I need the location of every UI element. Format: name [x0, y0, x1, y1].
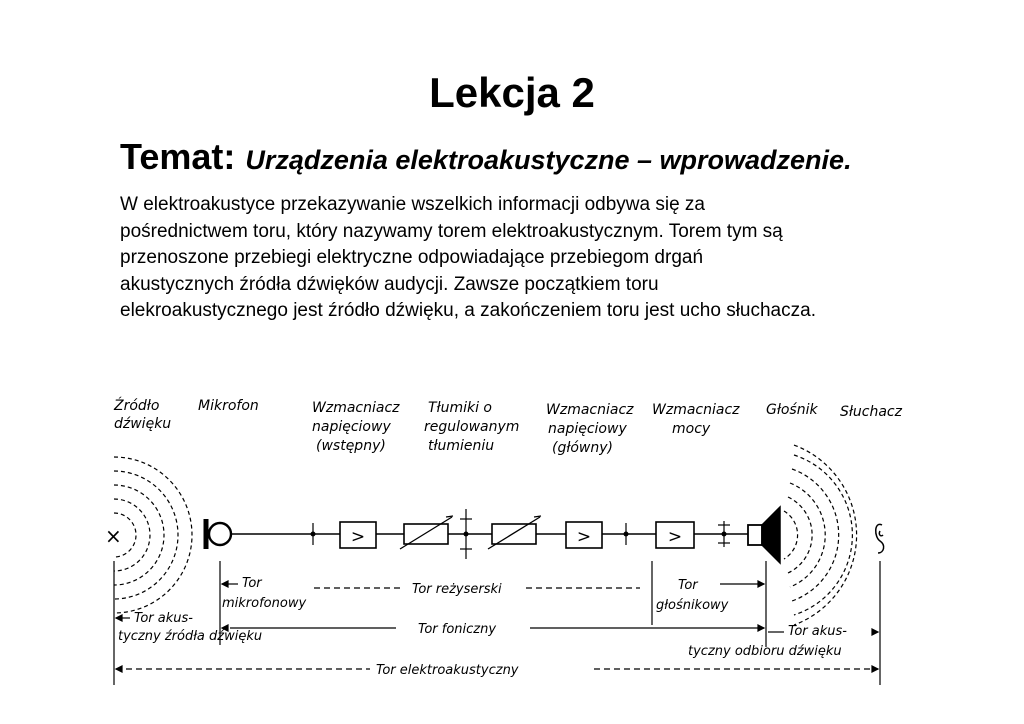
tor-rezyserski: Tor reżyserski: [412, 582, 502, 597]
source-icon: ×: [105, 524, 122, 548]
tor-mikrofonowy-2: mikrofonowy: [222, 596, 307, 611]
label-tlum-2: regulowanym: [424, 419, 520, 435]
tor-glosnikowy-1: Tor: [678, 578, 698, 593]
topic-text: Urządzenia elektroakustyczne – wprowadzenie.: [245, 145, 852, 175]
label-wzm-gl-3: (główny): [552, 440, 614, 456]
attenuator-2-box: [488, 516, 541, 549]
label-wzm-gl-2: napięciowy: [548, 421, 627, 437]
speaker-wave-arcs: [784, 445, 857, 625]
label-wzm-gl-1: Wzmacniacz: [546, 402, 634, 418]
topic-label: Temat:: [120, 136, 236, 177]
power-amplifier-box: [656, 522, 694, 548]
tor-mikrofonowy-1: Tor: [242, 576, 262, 591]
tor-ak-zrodla-2: tyczny źródła dźwięku: [118, 629, 263, 644]
preamplifier-box: [340, 522, 376, 548]
label-wzm-mocy-2: mocy: [672, 421, 711, 437]
attenuator-1-box: [400, 516, 453, 549]
page-title: Lekcja 2: [429, 69, 595, 116]
tor-ak-odbioru-2: tyczny odbioru dźwięku: [688, 644, 842, 659]
tor-ak-odbioru-1: Tor akus-: [788, 624, 847, 639]
preamplifier-symbol: >: [350, 527, 366, 547]
label-wzm-mocy-1: Wzmacniacz: [652, 402, 740, 418]
topic-line: [120, 136, 852, 178]
main-amplifier-symbol: >: [576, 527, 592, 547]
tor-foniczny: Tor foniczny: [418, 622, 497, 637]
loudspeaker-icon: [748, 507, 780, 563]
label-tlum-3: tłumieniu: [428, 438, 495, 454]
label-wzm-wst-1: Wzmacniacz: [312, 400, 400, 416]
power-amplifier-symbol: >: [667, 527, 683, 547]
main-amplifier-box: [566, 522, 602, 548]
label-wzm-wst-2: napięciowy: [312, 419, 391, 435]
label-wzm-wst-3: (wstępny): [316, 438, 386, 454]
label-glosnik: Głośnik: [766, 402, 818, 418]
tor-ak-zrodla-1: Tor akus-: [134, 611, 193, 626]
tor-glosnikowy-2: głośnikowy: [656, 598, 729, 613]
microphone-icon: [206, 519, 231, 549]
label-zrodlo-1: Źródło: [114, 398, 160, 414]
tor-elektroakustyczny: Tor elektroakustyczny: [376, 663, 519, 678]
label-zrodlo-2: dźwięku: [114, 416, 172, 432]
label-tlum-1: Tłumiki o: [428, 400, 492, 416]
label-mikrofon: Mikrofon: [198, 398, 259, 414]
ear-icon: [876, 524, 884, 553]
body-paragraph: W elektroakustyce przekazywanie wszelkich informacji odbywa się za pośrednictwem toru, który nazywamy torem elektroakustycznym. Torem tym są przenoszone przebiegi elektryczne odpowiadające przebiegom drgań akustycznych źródła dźwięków audycji. Zawsze początkiem toru elekroakustycznego jest źródło dźwięku, a zakończeniem toru jest ucho słuchacza.: [120, 194, 816, 321]
electroacoustic-path-diagram: [100, 385, 920, 685]
label-sluchacz: Słuchacz: [840, 404, 902, 420]
